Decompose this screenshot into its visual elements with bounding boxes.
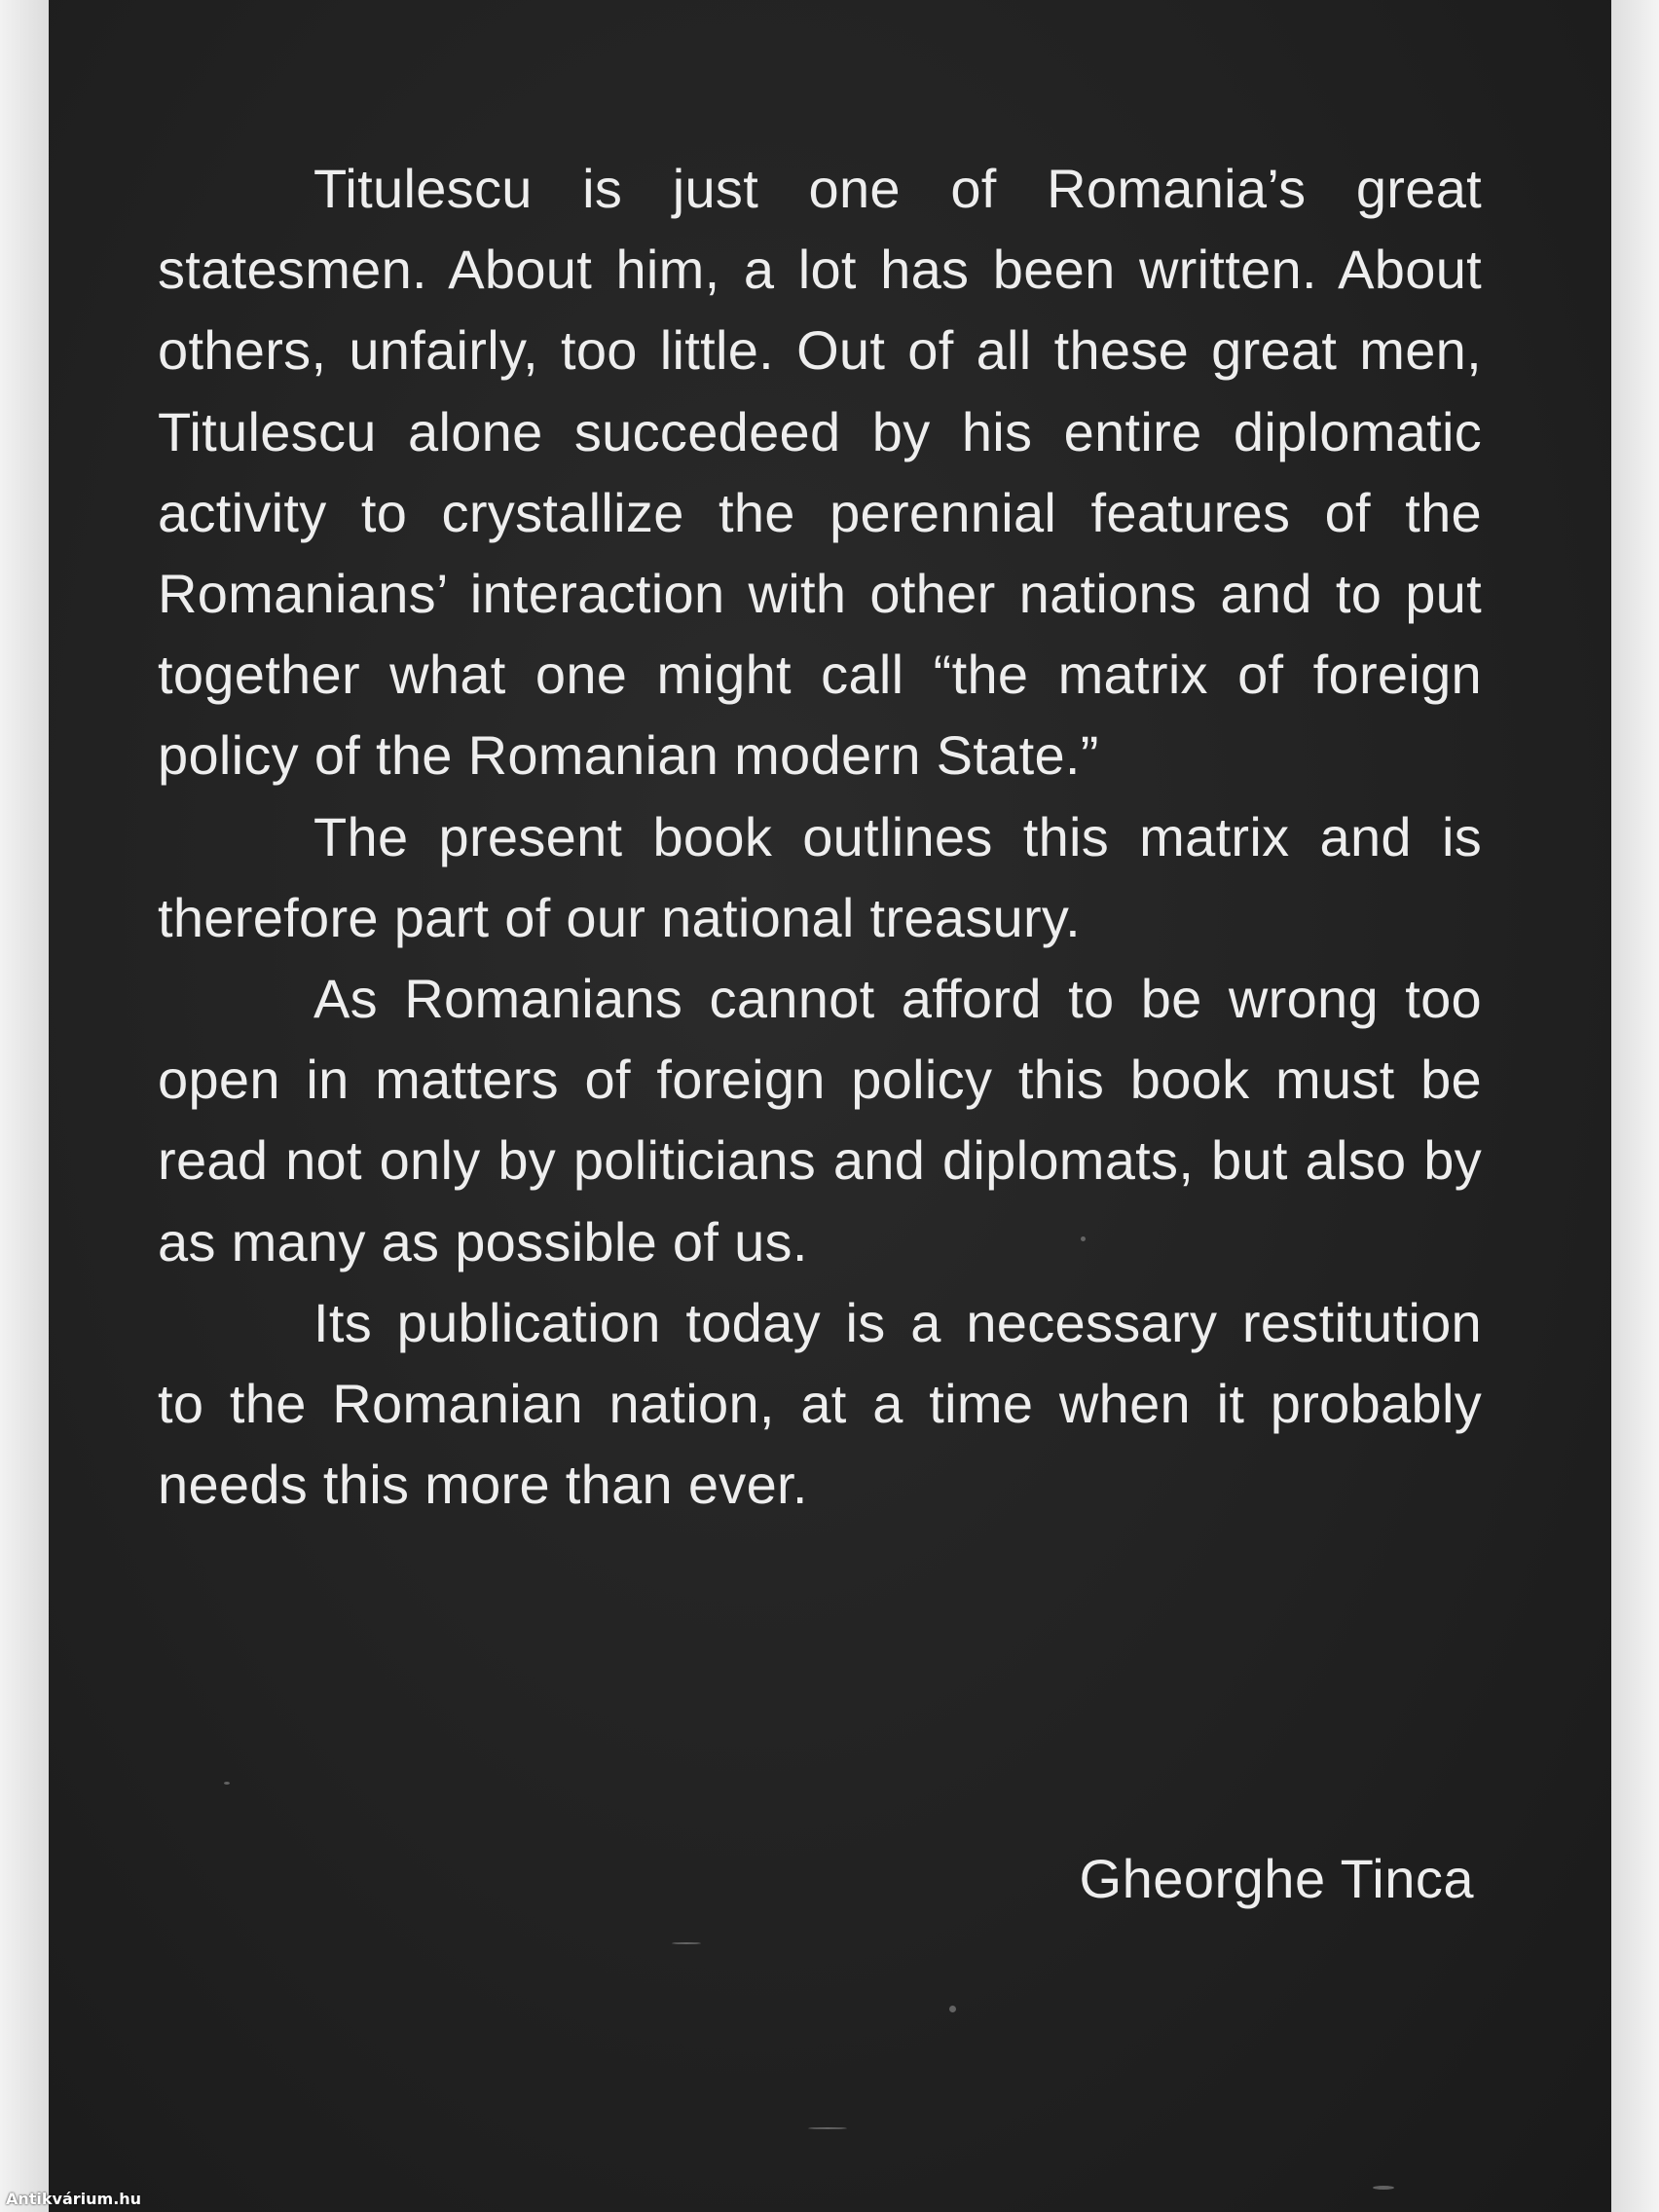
page-margin-right (1611, 0, 1659, 2212)
dust-speck (1373, 2186, 1394, 2190)
dust-speck (672, 1942, 701, 1944)
paragraph-2: The present book outlines this matrix and is therefore part of our national treasury. (158, 805, 1482, 948)
dust-speck (949, 2006, 956, 2012)
blurb-text (158, 148, 1482, 1525)
watermark: Antikvárium.hu (6, 2190, 142, 2208)
paragraph-1: Titulescu is just one of Romania’s great statesmen. About him, a lot has been written. About others, unfairly, too little. Out of all these great men, Titulescu alone succedeed by his entire diplomatic activity to crystallize the perennial features of the Romanians’ interaction with other nations and to put together what one might call “the matrix of foreign policy of the Romanian modern State.” (158, 158, 1482, 787)
paragraph-4: Its publication today is a necessary restitution to the Romanian nation, at a time when it probably needs this more than ever. (158, 1291, 1482, 1516)
dust-speck (224, 1782, 230, 1785)
page-margin-left (0, 0, 49, 2212)
paragraph-3: As Romanians cannot afford to be wrong too open in matters of foreign policy this book must be read not only by politicians and diplomats, but also by as many as possible of us. (158, 968, 1482, 1272)
author-signature: Gheorghe Tinca (1079, 1848, 1474, 1909)
dust-speck (808, 2127, 847, 2129)
